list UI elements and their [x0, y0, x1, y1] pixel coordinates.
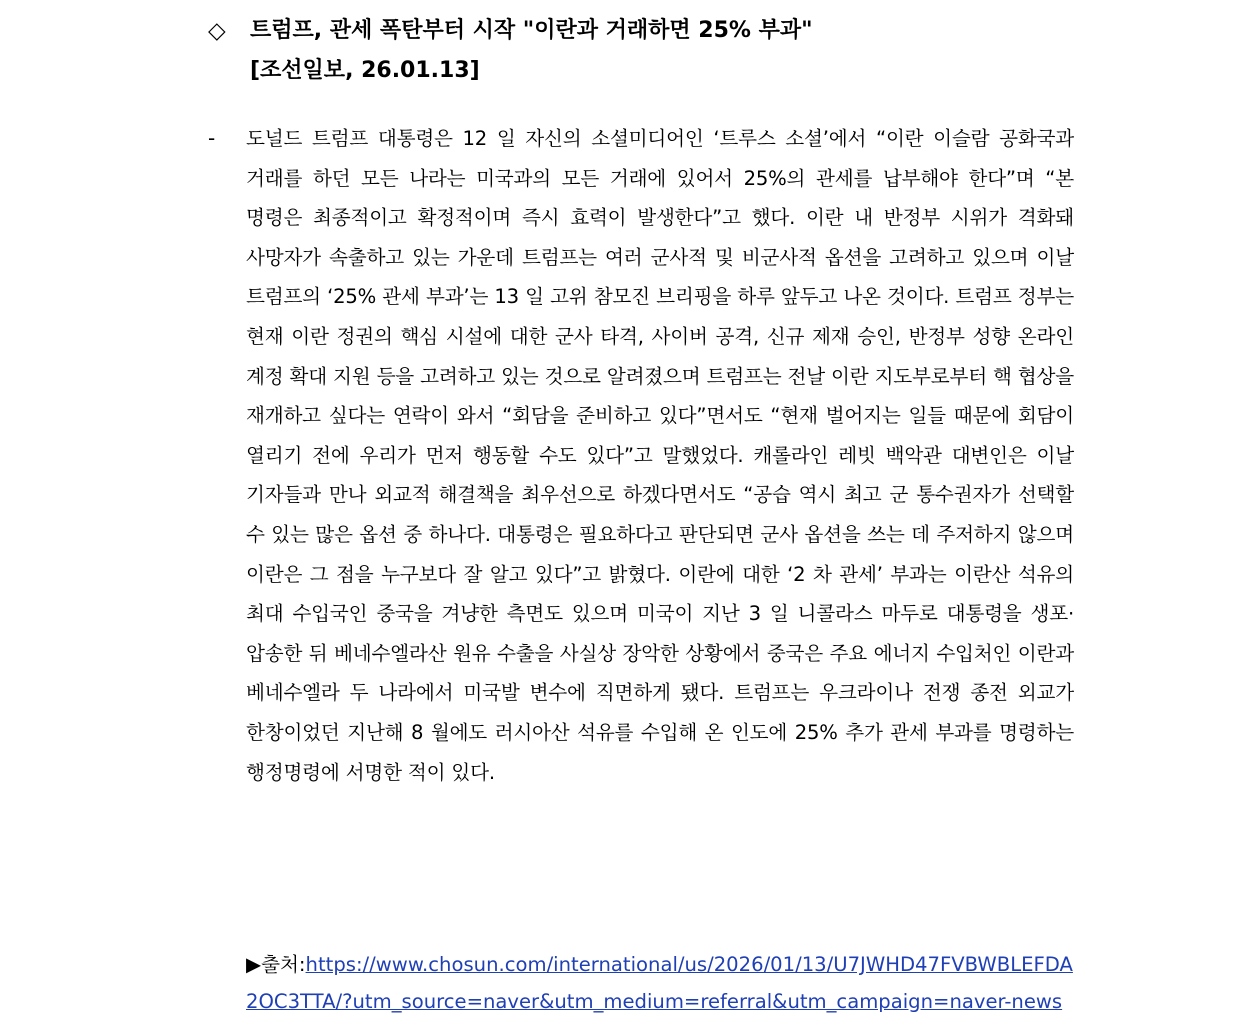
source-reference: [246, 946, 1076, 1020]
dash-bullet: -: [208, 126, 216, 150]
source-link[interactable]: https://www.chosun.com/international/us/2026/01/13/U7JWHD47FVBWBLEFDA2OC3TTA/?utm_source=naver&utm_medium=referral&utm_campaign=naver-news: [246, 953, 1073, 1013]
article-source-line: [조선일보, 26.01.13]: [250, 58, 480, 83]
diamond-bullet-icon: ◇: [208, 18, 226, 44]
article-title: 트럼프, 관세 폭탄부터 시작 "이란과 거래하면 25% 부과": [250, 18, 813, 43]
article-body: 도널드 트럼프 대통령은 12 일 자신의 소셜미디어인 ‘트루스 소셜’에서 “이란 이슬람 공화국과 거래를 하던 모든 나라는 미국과의 모든 거래에 있어서 25%의 관세를 납부해야 한다”며 “본 명령은 최종적이고 확정적이며 즉시 효력이 발생한다”고 했다. 이란 내 반정부 시위가 격화돼 사망자가 속출하고 있는 가운데 트럼프는 여러 군사적 및 비군사적 옵션을 고려하고 있으며 이날 트럼프의 ‘25% 관세 부과’는 13 일 고위 참모진 브리핑을 하루 앞두고 나온 것이다. 트럼프 정부는 현재 이란 정권의 핵심 시설에 대한 군사 타격, 사이버 공격, 신규 제재 승인, 반정부 성향 온라인 계정 확대 지원 등을 고려하고 있는 것으로 알려졌으며 트럼프는 전날 이란 지도부로부터 핵 협상을 재개하고 싶다는 연락이 와서 “회담을 준비하고 있다”면서도 “현재 벌어지는 일들 때문에 회담이 열리기 전에 우리가 먼저 행동할 수도 있다”고 말했었다. 캐롤라인 레빗 백악관 대변인은 이날 기자들과 만나 외교적 해결책을 최우선으로 하겠다면서도 “공습 역시 최고 군 통수권자가 선택할 수 있는 많은 옵션 중 하나다. 대통령은 필요하다고 판단되면 군사 옵션을 쓰는 데 주저하지 않으며 이란은 그 점을 누구보다 잘 알고 있다”고 밝혔다. 이란에 대한 ‘2 차 관세’ 부과는 이란산 석유의 최대 수입국인 중국을 겨냥한 측면도 있으며 미국이 지난 3 일 니콜라스 마두로 대통령을 생포·압송한 뒤 베네수엘라산 원유 수출을 사실상 장악한 상황에서 중국은 주요 에너지 수입처인 이란과 베네수엘라 두 나라에서 미국발 변수에 직면하게 됐다. 트럼프는 우크라이나 전쟁 종전 외교가 한창이었던 지난해 8 월에도 러시아산 석유를 수입해 온 인도에 25% 추가 관세 부과를 명령하는 행정명령에 서명한 적이 있다.: [246, 127, 1074, 784]
headline-row: [208, 14, 1088, 48]
article-summary: [208, 119, 1076, 792]
source-label: ▶출처:: [246, 953, 306, 976]
headline-block: [208, 14, 1088, 88]
